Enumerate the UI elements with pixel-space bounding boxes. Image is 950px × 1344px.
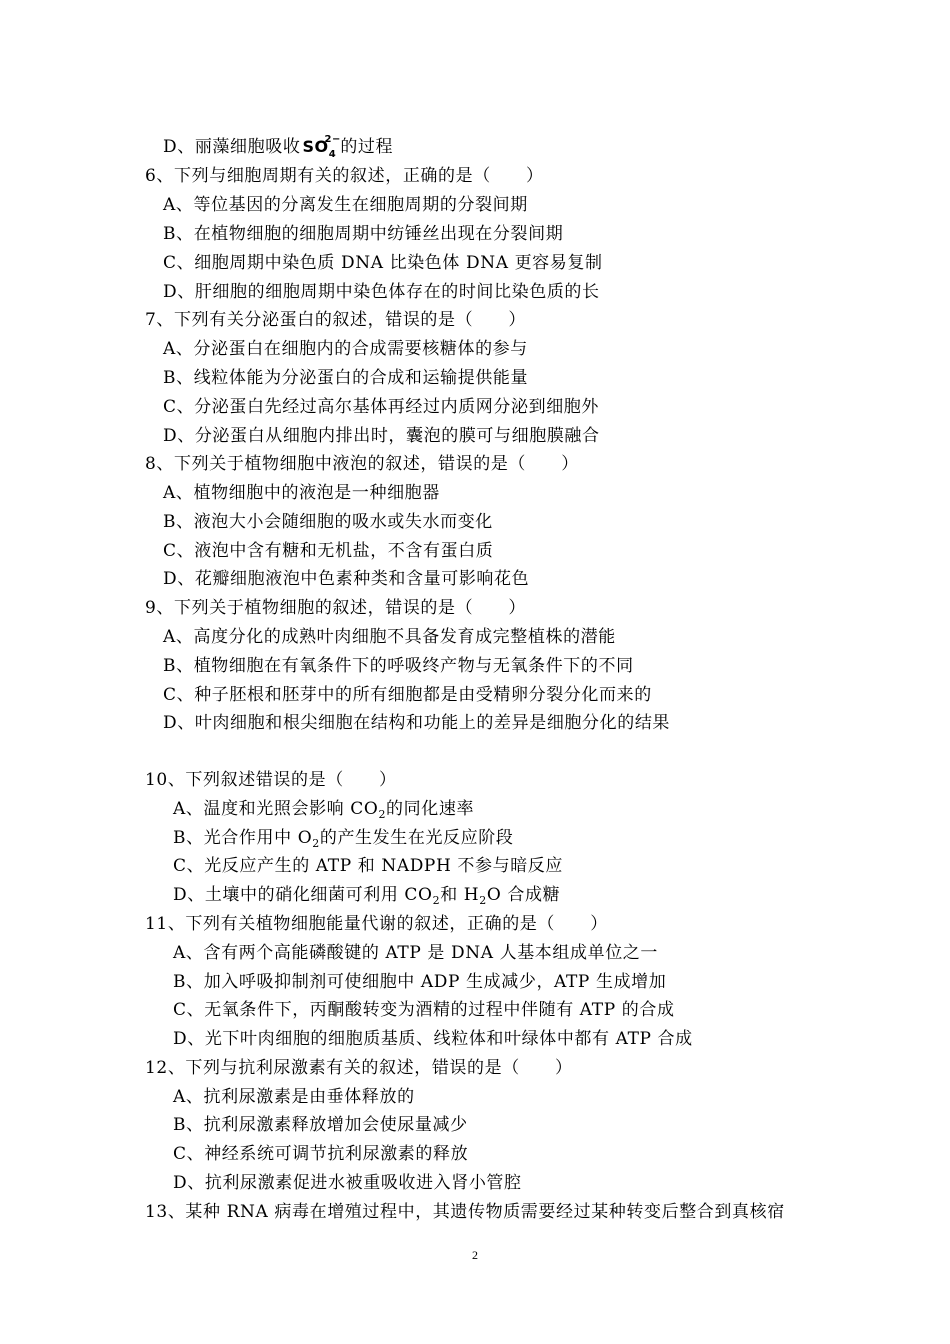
- option-5d: [163, 136, 393, 161]
- question-6: 6、下列与细胞周期有关的叙述，正确的是（ ）: [145, 166, 544, 186]
- option-12c: C、神经系统可调节抗利尿激素的释放: [173, 1144, 469, 1164]
- question-9: 9、下列关于植物细胞的叙述，错误的是（ ）: [145, 598, 527, 618]
- option-text: D、丽藻细胞吸收: [163, 137, 301, 157]
- question-11: 11、下列有关植物细胞能量代谢的叙述，正确的是（ ）: [145, 914, 608, 934]
- question-12: 12、下列与抗利尿激素有关的叙述，错误的是（ ）: [145, 1058, 573, 1078]
- page-number: 2: [472, 1248, 478, 1262]
- option-12a: A、抗利尿激素是由垂体释放的: [173, 1087, 415, 1107]
- option-10d: D、土壤中的硝化细菌可利用 $CO_2$和 $H_2O$ 合成糖: [173, 885, 561, 907]
- option-7b: B、线粒体能为分泌蛋白的合成和运输提供能量: [163, 368, 529, 388]
- option-10a: A、温度和光照会影响 $CO_2$的同化速率: [173, 799, 475, 821]
- option-7c: C、分泌蛋白先经过高尔基体再经过内质网分泌到细胞外: [163, 397, 600, 417]
- option-9b: B、植物细胞在有氧条件下的呼吸终产物与无氧条件下的不同: [163, 656, 634, 676]
- question-10: 10、下列叙述错误的是（ ）: [145, 770, 397, 790]
- option-7a: A、分泌蛋白在细胞内的合成需要核糖体的参与: [163, 339, 528, 359]
- option-11b: B、加入呼吸抑制剂可使细胞中 ADP 生成减少，ATP 生成增加: [173, 972, 667, 992]
- option-6c: C、细胞周期中染色质 DNA 比染色体 DNA 更容易复制: [163, 253, 603, 273]
- option-6d: D、肝细胞的细胞周期中染色体存在的时间比染色质的长: [163, 282, 600, 302]
- question-8: 8、下列关于植物细胞中液泡的叙述，错误的是（ ）: [145, 454, 579, 474]
- option-12d: D、抗利尿激素促进水被重吸收进入肾小管腔: [173, 1173, 522, 1193]
- option-8b: B、液泡大小会随细胞的吸水或失水而变化: [163, 512, 493, 532]
- option-10b: B、光合作用中 $O_2$的产生发生在光反应阶段: [173, 828, 514, 850]
- option-text-tail: 的过程: [340, 137, 394, 157]
- option-12b: B、抗利尿激素释放增加会使尿量减少: [173, 1115, 468, 1135]
- option-6b: B、在植物细胞的细胞周期中纺锤丝出现在分裂间期: [163, 224, 564, 244]
- question-13: 13、某种 RNA 病毒在增殖过程中，其遗传物质需要经过某种转变后整合到真核宿: [145, 1202, 785, 1222]
- option-11d: D、光下叶肉细胞的细胞质基质、线粒体和叶绿体中都有 ATP 合成: [173, 1029, 693, 1049]
- option-10c: C、光反应产生的 ATP 和 NADPH 不参与暗反应: [173, 856, 563, 876]
- option-9a: A、高度分化的成熟叶肉细胞不具备发育成完整植株的潜能: [163, 627, 616, 647]
- option-7d: D、分泌蛋白从细胞内排出时，囊泡的膜可与细胞膜融合: [163, 426, 600, 446]
- option-9d: D、叶肉细胞和根尖细胞在结构和功能上的差异是细胞分化的结果: [163, 713, 671, 733]
- option-11c: C、无氧条件下，丙酮酸转变为酒精的过程中伴随有 ATP 的合成: [173, 1000, 675, 1020]
- option-8d: D、花瓣细胞液泡中色素种类和含量可影响花色: [163, 569, 530, 589]
- question-7: 7、下列有关分泌蛋白的叙述，错误的是（ ）: [145, 310, 527, 330]
- option-9c: C、种子胚根和胚芽中的所有细胞都是由受精卵分裂分化而来的: [163, 685, 652, 705]
- option-8a: A、植物细胞中的液泡是一种细胞器: [163, 483, 440, 503]
- sulfate-formula: $SO_4$ 2−: [302, 134, 341, 160]
- option-6a: A、等位基因的分离发生在细胞周期的分裂间期: [163, 195, 528, 215]
- option-8c: C、液泡中含有糖和无机盐，不含有蛋白质: [163, 541, 494, 561]
- option-11a: A、含有两个高能磷酸键的 ATP 是 DNA 人基本组成单位之一: [173, 943, 658, 963]
